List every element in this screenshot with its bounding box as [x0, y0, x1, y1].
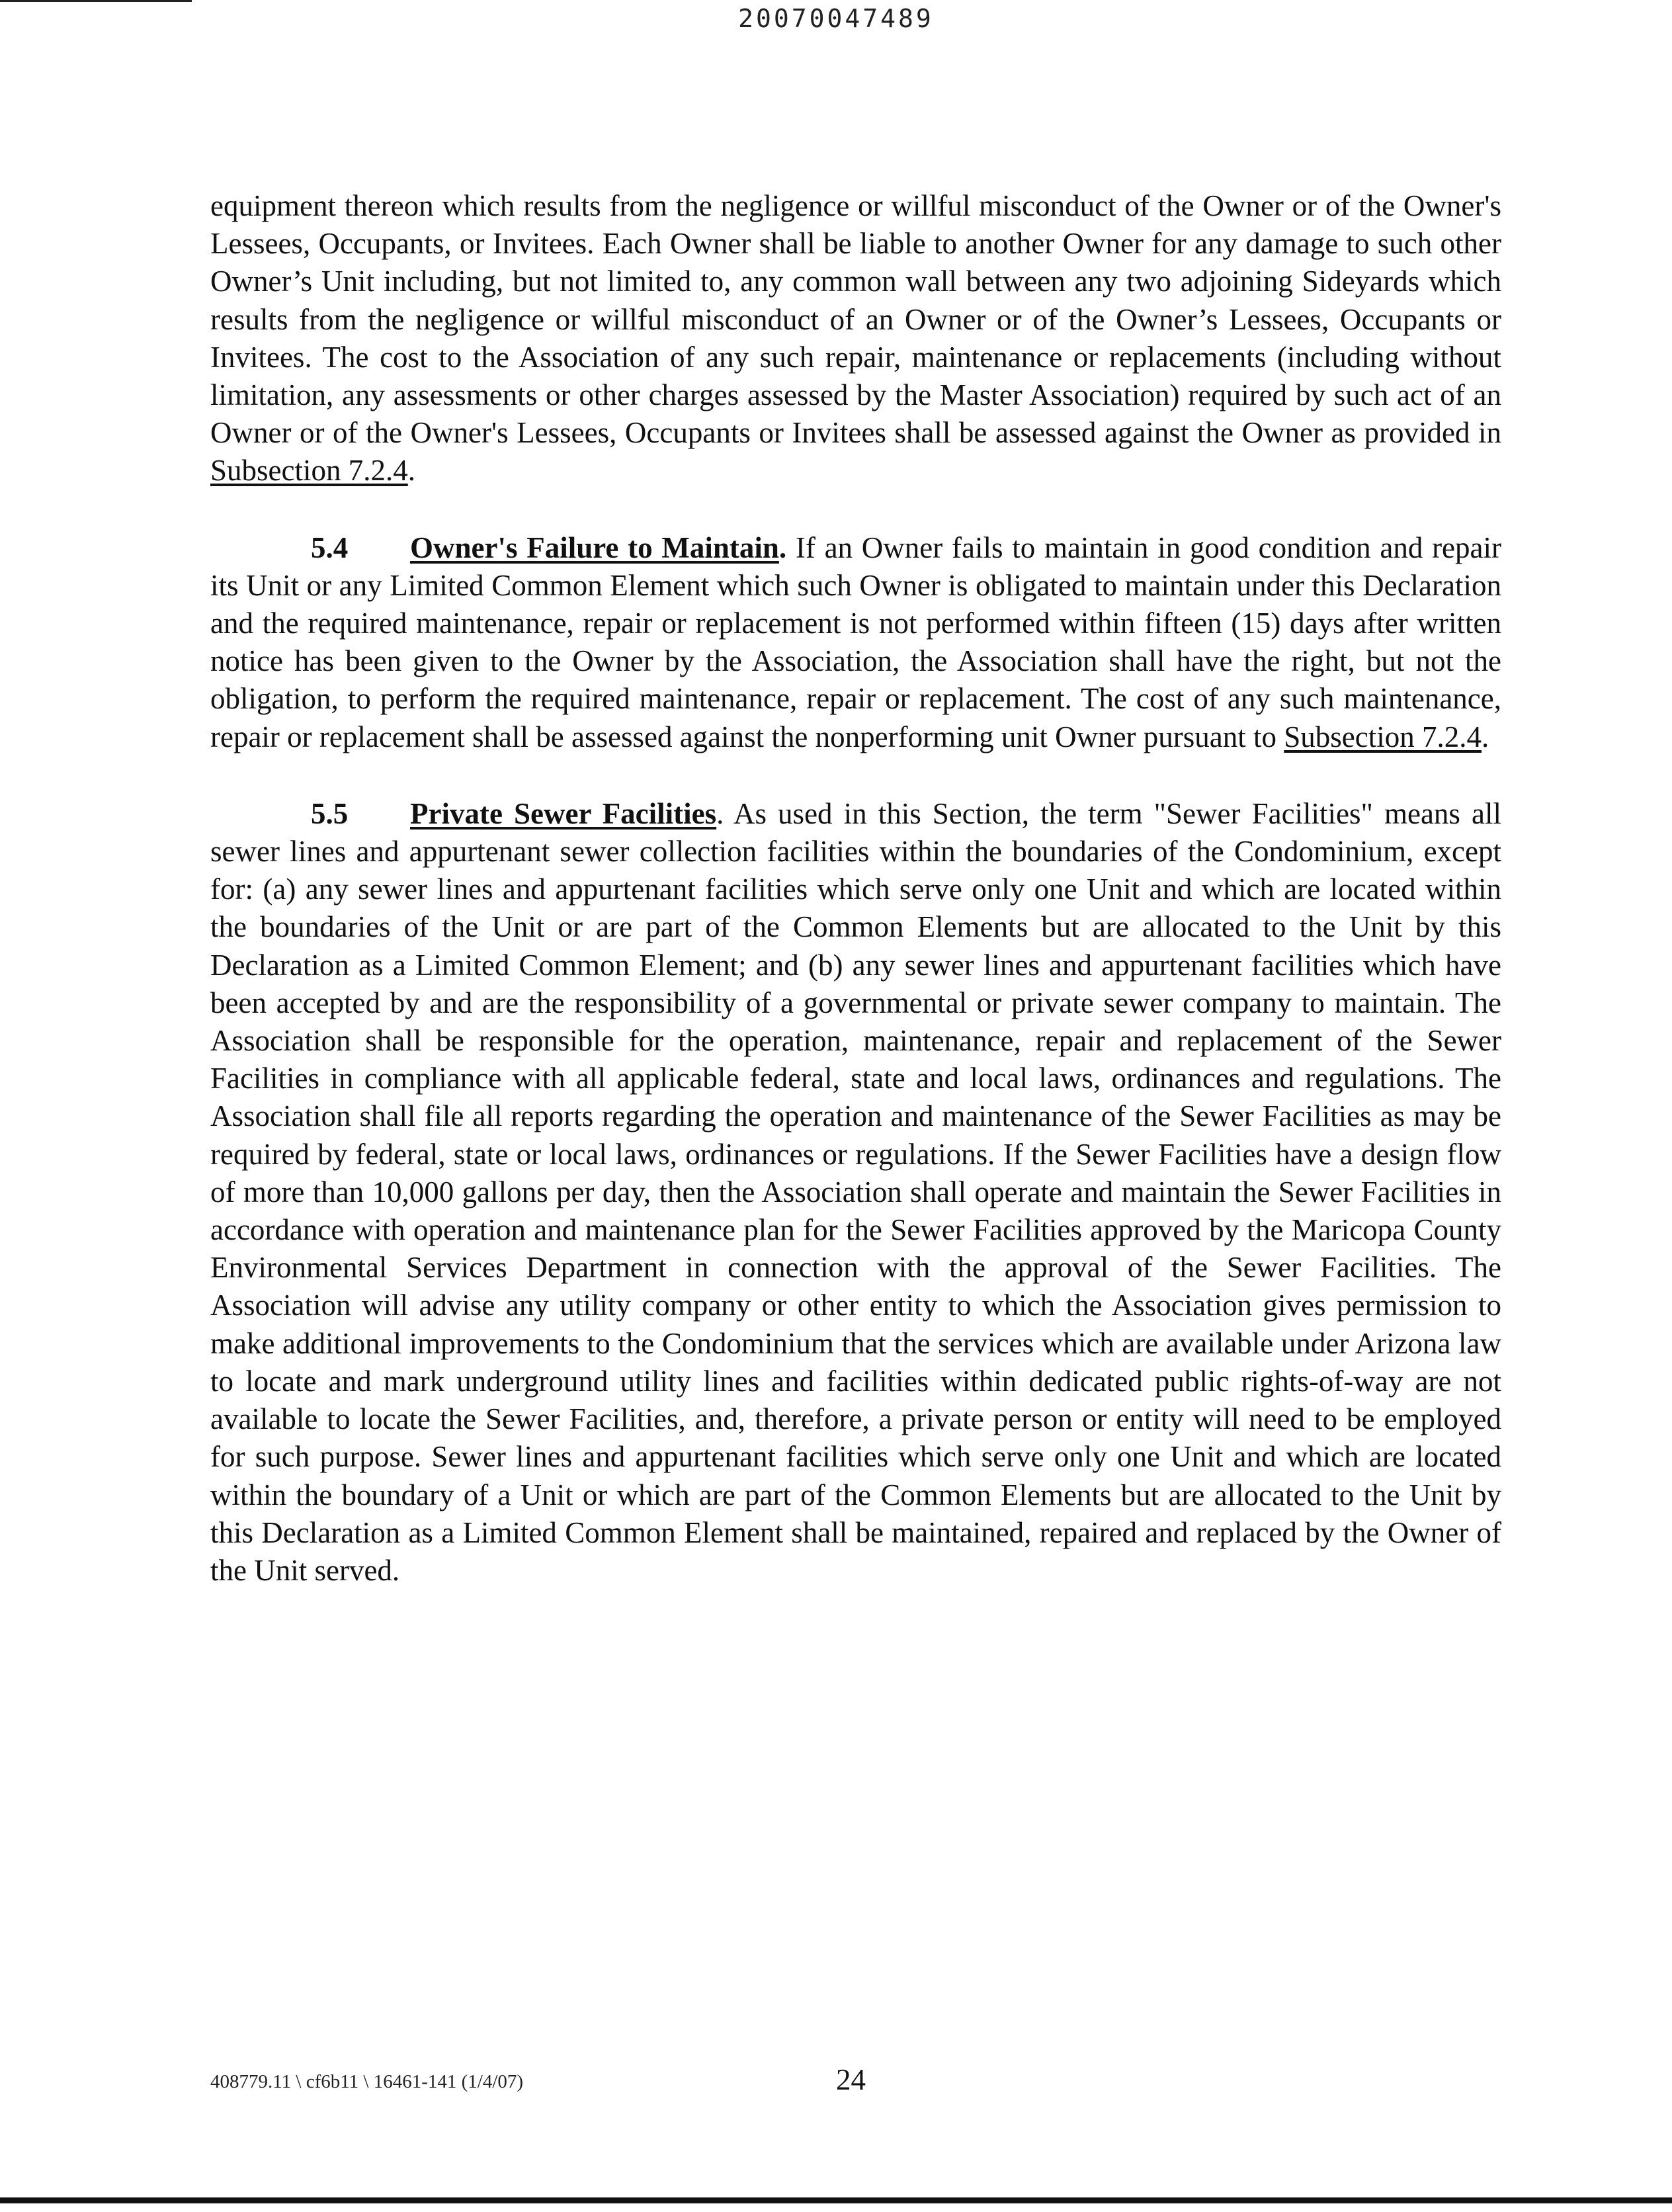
- section-number: 5.5: [311, 796, 349, 830]
- paragraph-continuation: [210, 187, 1501, 490]
- section-text: If an Owner fails to maintain in good condition and repair its Unit or any Limited Common Element which such Owner is obligated to maintain under this Declaration and the required maintenance, repair or replacement is not performed within fifteen (15) days after written notice has been given to the Owner by the Association, the Association shall have the right, but not the obligation, to perform the required maintenance, repair or replacement. The cost of any such maintenance, repair or replacement shall be assessed against the nonperforming unit Owner pursuant to: [210, 531, 1501, 753]
- bottom-rule: [0, 2197, 1672, 2203]
- section-title: Owner's Failure to Maintain: [410, 531, 779, 564]
- page-number: 24: [836, 2063, 866, 2096]
- section-end: .: [1482, 720, 1489, 753]
- section-text: As used in this Section, the term "Sewer Facilities" means all sewer lines and appurtenant sewer collection facilities within the boundaries of the Condominium, except for: (a) any sewer lines and appurtenant facilities which serve only one Unit and which are located within the boundaries of the Unit or are part of the Common Elements but are allocated to the Unit by this Declaration as a Limited Common Element; and (b) any sewer lines and appurtenant facilities which have been accepted by and are the responsibility of a governmental or private sewer company to maintain. The Association shall be responsible for the operation, maintenance, repair and replacement of the Sewer Facilities in compliance with all applicable federal, state and local laws, ordinances and regulations. The Association shall file all reports regarding the operation and maintenance of the Sewer Facilities as may be required by federal, state or local laws, ordinances or regulations. If the Sewer Facilities have a design flow of more than 10,000 gallons per day, then the Association shall operate and maintain the Sewer Facilities in accordance with operation and maintenance plan for the Sewer Facilities approved by the Maricopa County Environmental Services Department in connection with the approval of the Sewer Facilities. The Association will advise any utility company or other entity to which the Association gives permission to make additional improvements to the Condominium that the services which are available under Arizona law to locate and mark underground utility lines and facilities within dedicated public rights-of-way are not available to locate the Sewer Facilities, and, therefore, a private person or entity will need to be employed for such purpose. Sewer lines and appurtenant facilities which serve only one Unit and which are located within the boundary of a Unit or which are part of the Common Elements but are allocated to the Unit by this Declaration as a Limited Common Element shall be maintained, repaired and replaced by the Owner of the Unit served.: [210, 796, 1501, 1587]
- subsection-reference: Subsection 7.2.4: [1284, 720, 1482, 753]
- section-5-5: [210, 795, 1501, 1590]
- section-number: 5.4: [311, 531, 349, 564]
- top-rule: [0, 0, 192, 2]
- document-body: [210, 187, 1501, 1590]
- paragraph-end: .: [407, 454, 415, 488]
- document-code: 408779.11 \ cf6b11 \ 16461-141 (1/4/07): [210, 2071, 524, 2092]
- section-title: Private Sewer Facilities: [410, 796, 717, 830]
- section-title-end: .: [778, 531, 787, 564]
- section-title-end: .: [716, 796, 724, 830]
- section-5-4: [210, 529, 1501, 756]
- subsection-reference: Subsection 7.2.4: [210, 454, 408, 488]
- paragraph-text: equipment thereon which results from the negligence or willful misconduct of the Owner or of the Owner's Lessees, Occupants, or Invitees. Each Owner shall be liable to another Owner for any damage to such other Owner’s Unit including, but not limited to, any common wall between any two adjoining Sideyards which results from the negligence or willful misconduct of an Owner or of the Owner’s Lessees, Occupants or Invitees. The cost to the Association of any such repair, maintenance or replacements (including without limitation, any assessments or other charges assessed by the Master Association) required by such act of an Owner or of the Owner's Lessees, Occupants or Invitees shall be assessed against the Owner as provided in: [210, 189, 1501, 450]
- recording-number: 20070047489: [738, 4, 934, 33]
